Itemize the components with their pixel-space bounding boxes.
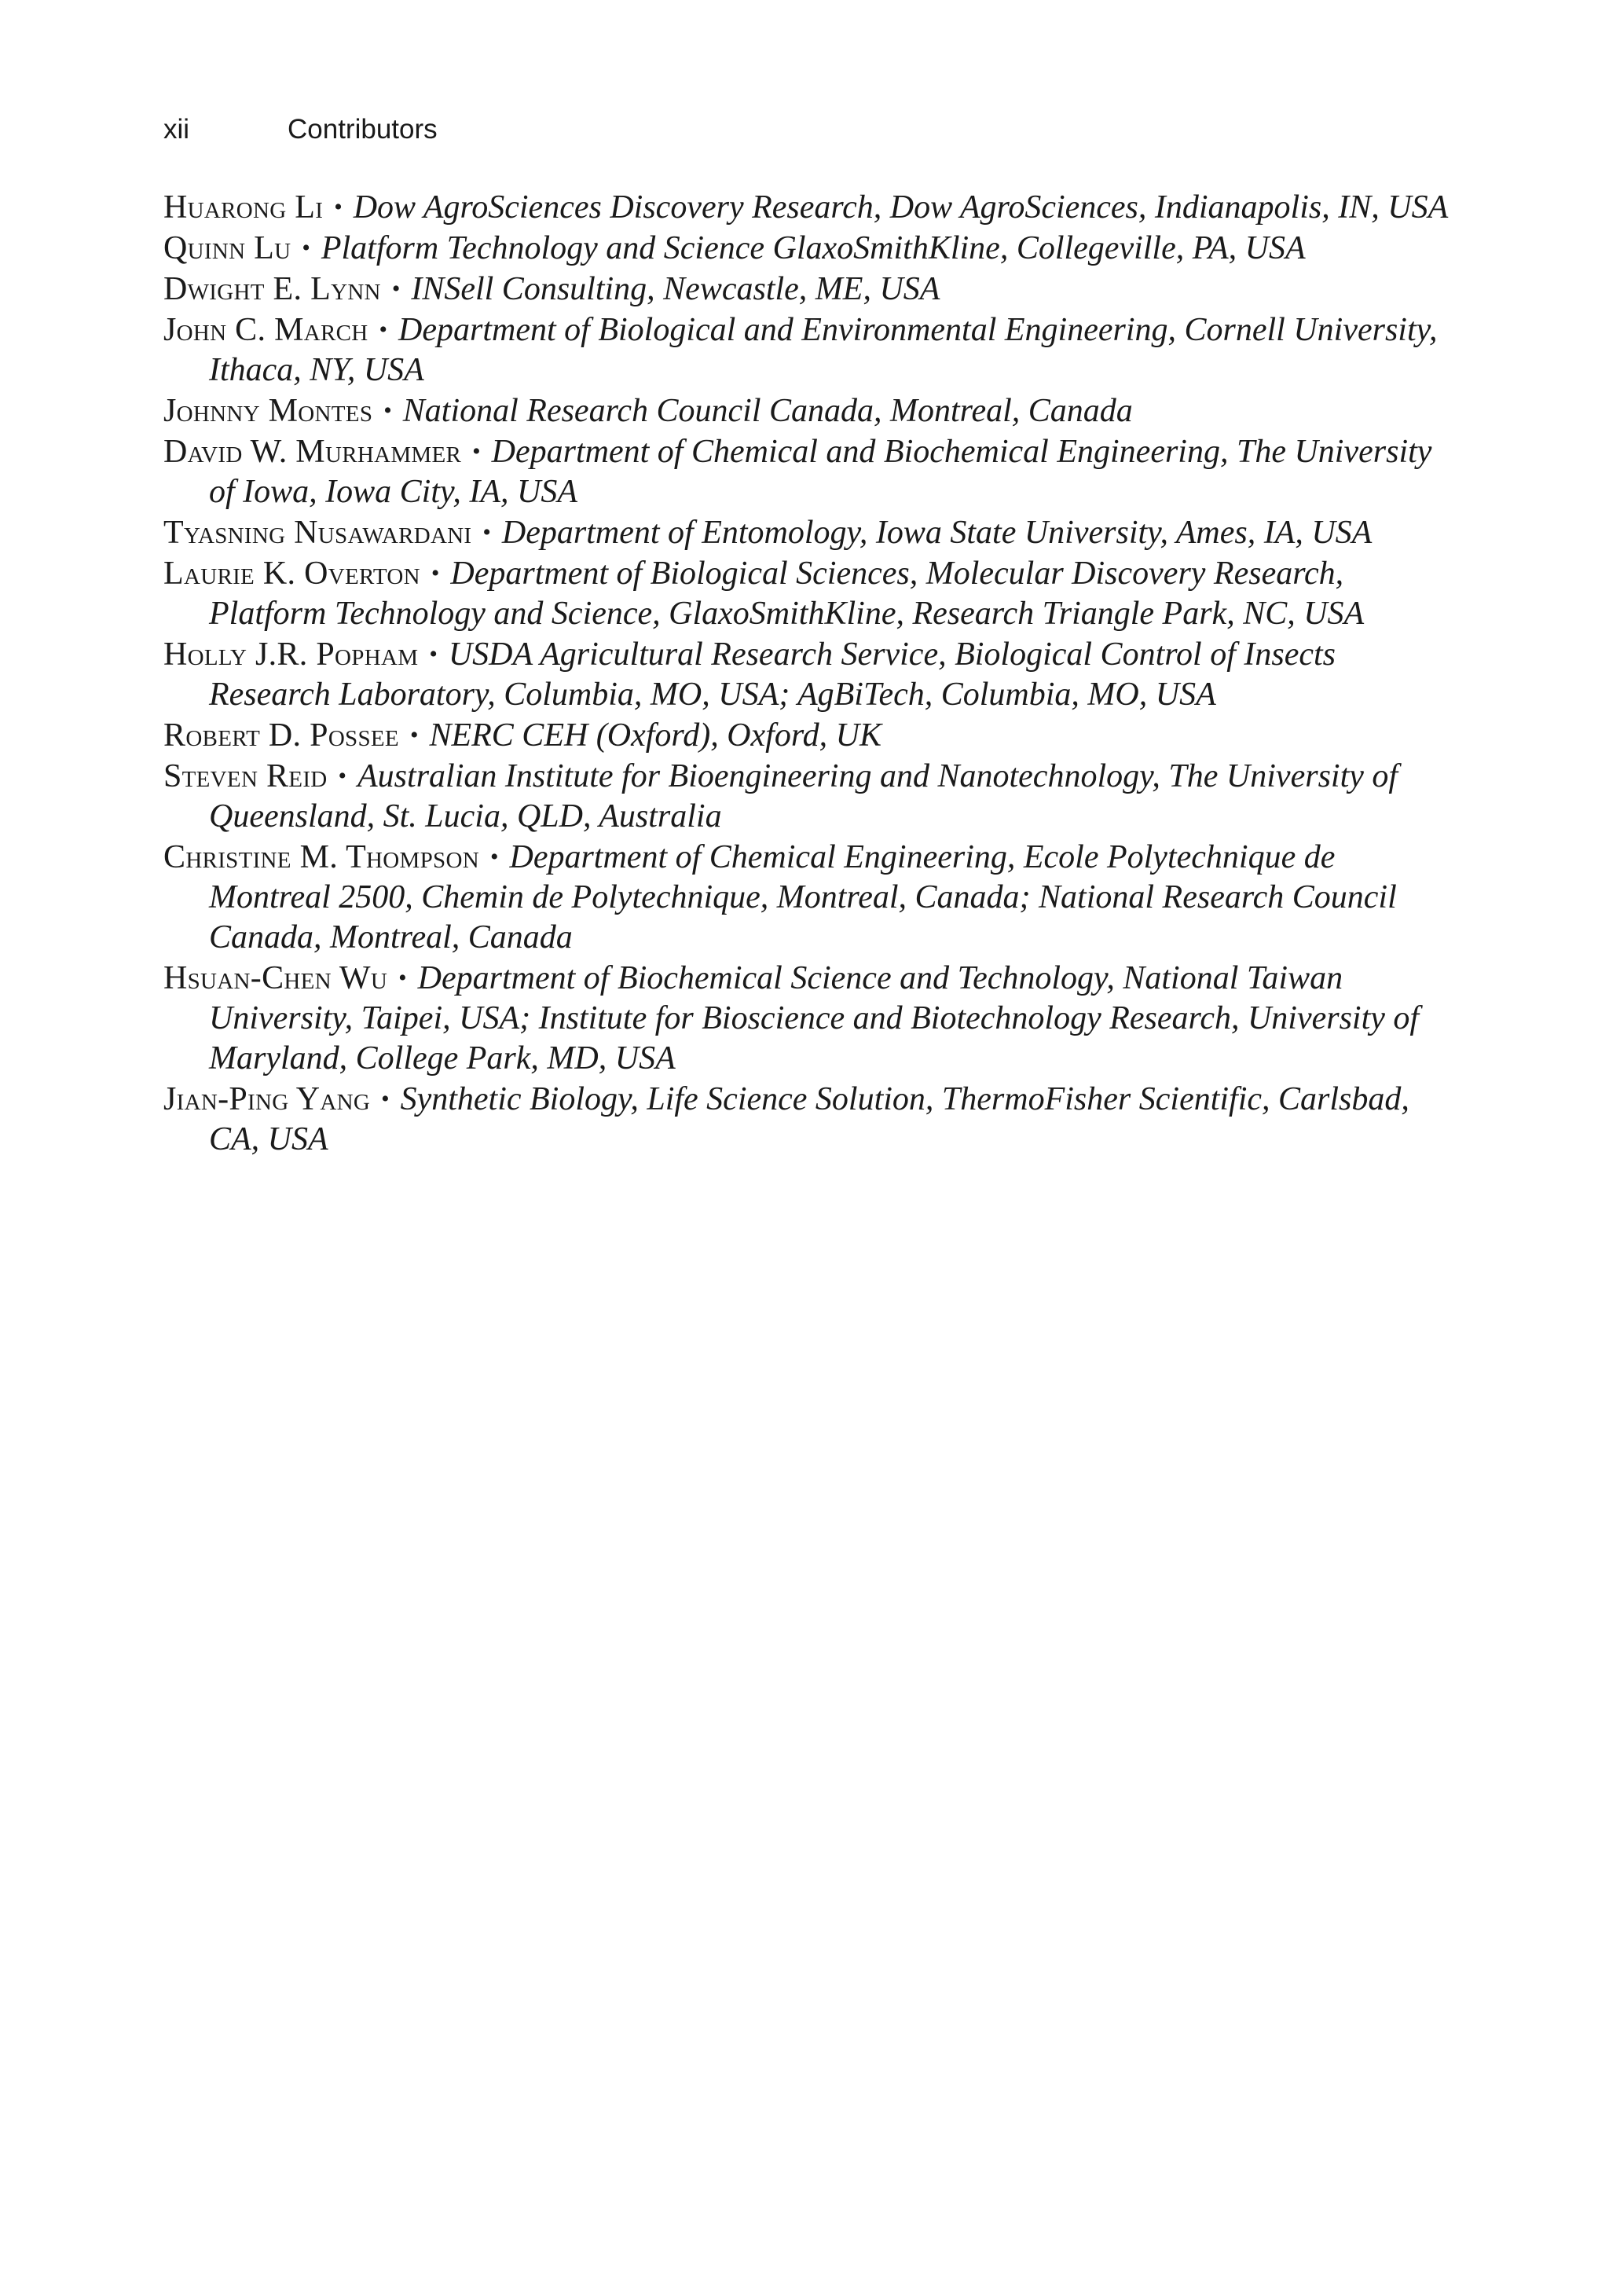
contributor-name: Huarong Li [163,189,324,226]
contributor-entry [163,756,1452,837]
contributor-name: Christine M. Thompson [163,839,479,875]
bullet-separator: • [482,519,491,545]
contributor-entry [163,431,1452,512]
contributor-list [163,187,1452,1160]
contributor-entry [163,837,1452,958]
bullet-separator: • [379,317,388,343]
bullet-separator: • [391,276,401,302]
contributor-affiliation: National Research Council Canada, Montreal, Canada [402,393,1133,429]
contributor-entry [163,553,1452,634]
contributor-name: Steven Reid [163,758,328,794]
contributor-affiliation: NERC CEH (Oxford), Oxford, UK [429,717,881,754]
bullet-separator: • [383,398,392,424]
bullet-separator: • [334,194,343,220]
contributor-affiliation: USDA Agricultural Research Service, Biological Control of Insects Research Laboratory, Columbia, MO, USA; AgBiTech, Columbia, MO, USA [209,636,1336,713]
page-number: xii [163,114,190,145]
contributor-name: Dwight E. Lynn [163,271,381,307]
contributor-name: Robert D. Possee [163,717,399,754]
contributor-name: John C. March [163,312,368,348]
contributor-name: Quinn Lu [163,230,291,266]
contributor-entry [163,958,1452,1079]
contributor-affiliation: Dow AgroSciences Discovery Research, Dow AgroSciences, Indianapolis, IN, USA [353,189,1449,226]
contributor-entry [163,512,1452,553]
contributor-affiliation: INSell Consulting, Newcastle, ME, USA [411,271,940,307]
contributor-name: Jian-Ping Yang [163,1081,371,1117]
contributor-affiliation: Platform Technology and Science GlaxoSmithKline, Collegeville, PA, USA [321,230,1306,266]
bullet-separator: • [472,438,481,464]
contributor-entry [163,228,1452,269]
running-head [163,110,438,149]
contributor-affiliation: Department of Entomology, Iowa State University, Ames, IA, USA [501,515,1373,551]
contributor-name: Tyasning Nusawardani [163,515,472,551]
contributor-entry [163,1079,1452,1160]
contributor-affiliation: Synthetic Biology, Life Science Solution, ThermoFisher Scientific, Carlsbad, CA, USA [209,1081,1409,1157]
contributor-entry [163,310,1452,391]
contributor-affiliation: Department of Biological Sciences, Molecular Discovery Research, Platform Technology and Science, GlaxoSmithKline, Research Triangle Park, NC, USA [209,556,1365,632]
contributor-entry [163,634,1452,715]
contributor-affiliation: Department of Biochemical Science and Technology, National Taiwan University, Taipei, USA; Institute for Bioscience and Biotechnology Research, University of Maryland, College Park, MD, USA [209,960,1420,1076]
bullet-separator: • [431,560,440,586]
bullet-separator: • [338,763,347,789]
bullet-separator: • [409,722,419,748]
contributor-affiliation: Department of Biological and Environmental Engineering, Cornell University, Ithaca, NY, USA [209,312,1438,388]
contributor-affiliation: Department of Chemical Engineering, Ecole Polytechnique de Montreal 2500, Chemin de Polytechnique, Montreal, Canada; National Research Council Canada, Montreal, Canada [209,839,1397,955]
bullet-separator: • [398,965,407,991]
bullet-separator: • [489,844,499,870]
contributor-name: Laurie K. Overton [163,556,420,592]
bullet-separator: • [429,641,438,667]
section-title: Contributors [288,114,438,145]
bullet-separator: • [381,1086,390,1112]
contributor-name: David W. Murhammer [163,434,462,470]
contributor-entry [163,187,1452,228]
contributor-affiliation: Department of Chemical and Biochemical Engineering, The University of Iowa, Iowa City, IA, USA [209,434,1432,510]
contributor-name: Holly J.R. Popham [163,636,419,673]
contributor-entry [163,391,1452,431]
contributor-name: Johnny Montes [163,393,373,429]
contributor-entry [163,715,1452,756]
contributor-affiliation: Australian Institute for Bioengineering and Nanotechnology, The University of Queensland, St. Lucia, QLD, Australia [209,758,1398,834]
bullet-separator: • [302,235,310,261]
contributor-name: Hsuan-Chen Wu [163,960,388,996]
contributor-entry [163,269,1452,310]
